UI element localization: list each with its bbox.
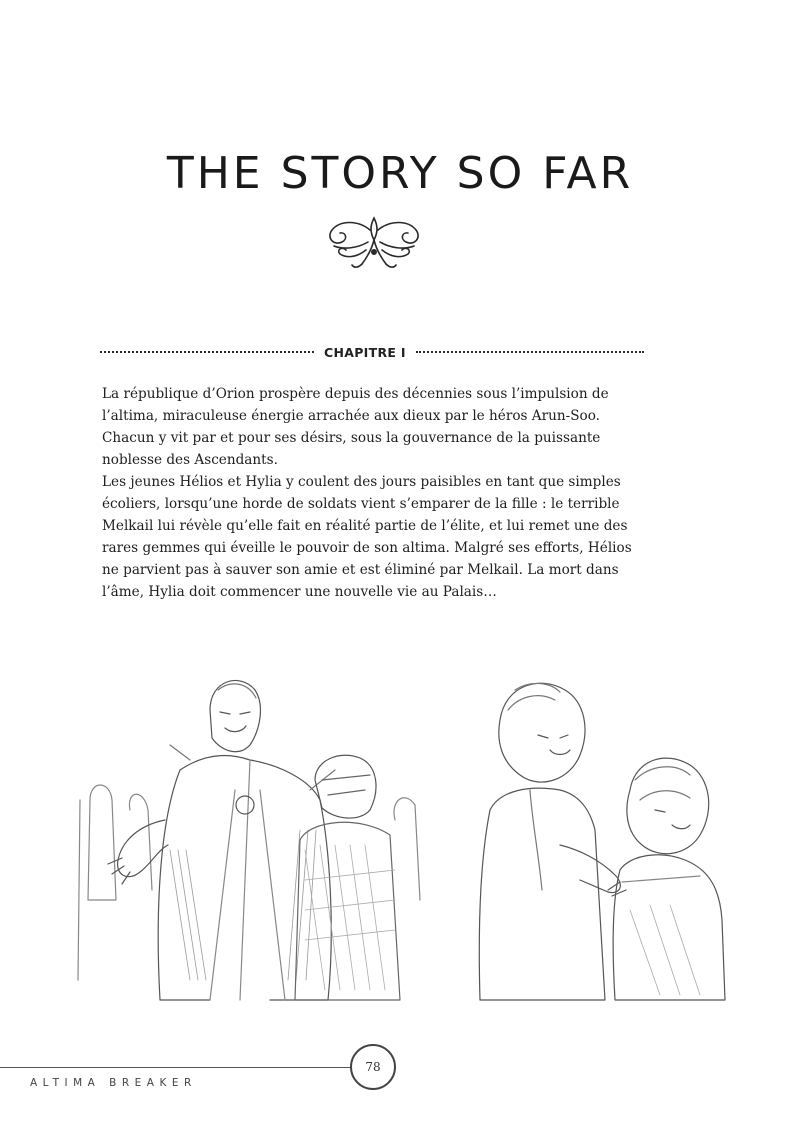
- footer-brand: ALTIMA BREAKER: [30, 1077, 197, 1089]
- character-sketch-illustration: [60, 650, 760, 1020]
- filigree-ornament-icon: [318, 212, 430, 270]
- chapter-label: CHAPITRE I: [324, 344, 406, 360]
- chapter-header: [100, 342, 644, 362]
- summary-paragraph: La république d’Orion prospère depuis des décennies sous l’impulsion de l’altima, miraculeuse énergie arrachée aux dieux par le héros Arun-Soo. Chacun y vit par et pour ses désirs, sous la gouvernance de la puissante noblesse des Ascendants.: [102, 386, 609, 468]
- chapter-summary: [102, 383, 644, 603]
- page-number: 78: [365, 1060, 381, 1074]
- dotted-divider-right: [416, 351, 644, 353]
- page-title: THE STORY SO FAR: [166, 148, 634, 199]
- dotted-divider-left: [100, 351, 314, 353]
- page-number-badge: [350, 1044, 396, 1090]
- footer-rule: [0, 1067, 352, 1068]
- summary-paragraph: Les jeunes Hélios et Hylia y coulent des jours paisibles en tant que simples écoliers, lorsqu’une horde de soldats vient s’emparer de la fille : le terrible Melkail lui révèle qu’elle fait en réalité partie de l’élite, et lui remet une des rares gemmes qui éveille le pouvoir de son altima. Malgré ses efforts, Hélios ne parvient pas à sauver son amie et est éliminé par Melkail. La mort dans l’âme, Hylia doit commencer une nouvelle vie au Palais…: [102, 474, 632, 600]
